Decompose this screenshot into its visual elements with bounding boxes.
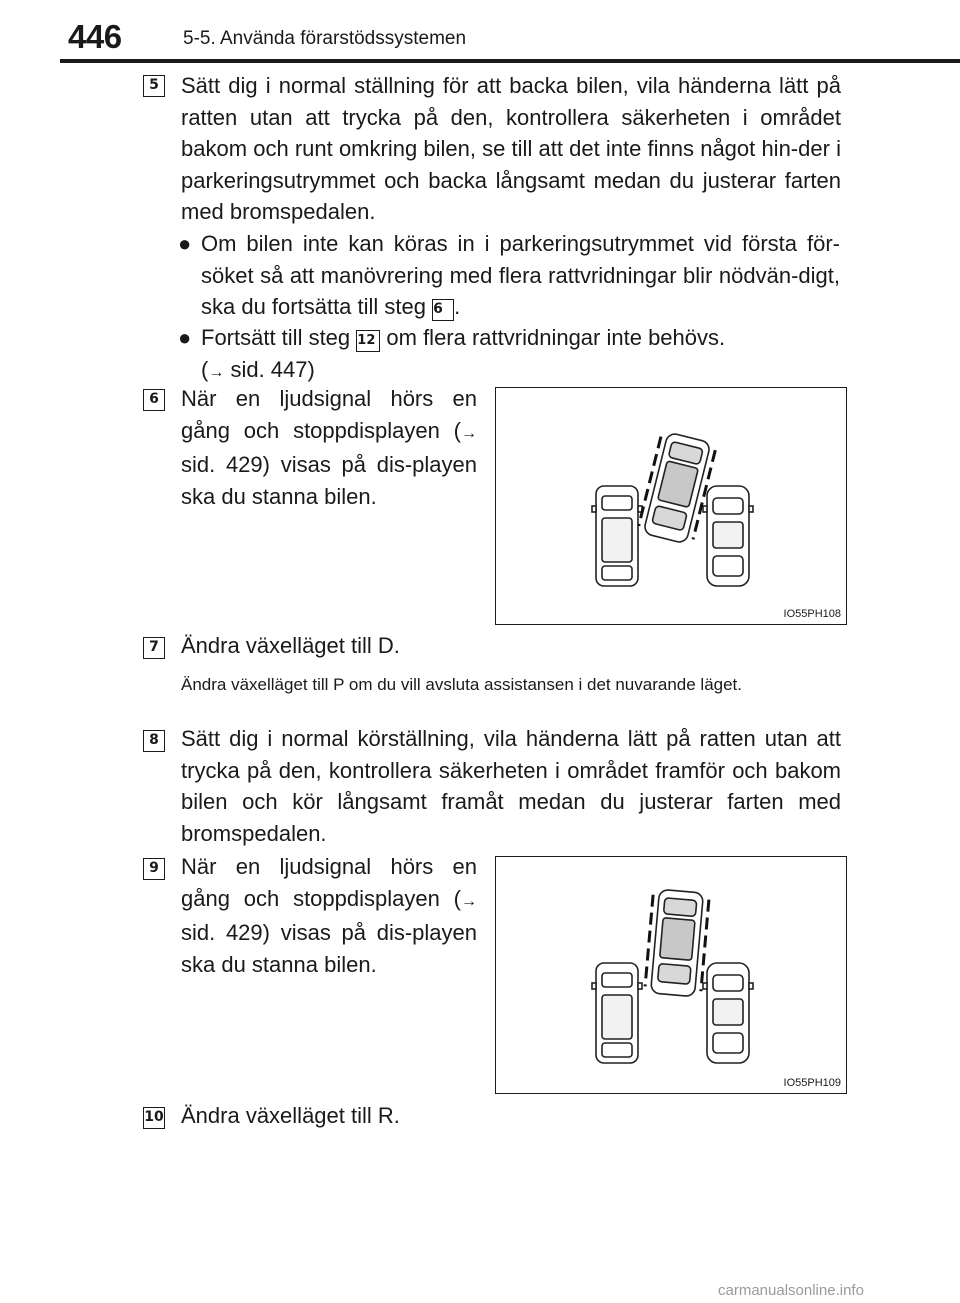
step-6-ref: sid. 429) <box>181 452 270 478</box>
bullet-icon: ● <box>178 325 192 350</box>
bullet-2-end: om flera rattvridningar inte behövs. <box>380 325 726 350</box>
parking-figure-1 <box>495 387 847 625</box>
step-ref-12: 12 <box>356 330 380 352</box>
watermark: carmanualsonline.info <box>718 1282 864 1299</box>
step-9-text-a: När en ljudsignal hörs en gång och stoppdisplayen ( <box>181 854 477 911</box>
step-9-ref: sid. 429) <box>181 920 270 946</box>
page-header <box>0 0 960 60</box>
step-5-number: 5 <box>143 75 165 97</box>
parked-car-right-icon <box>703 963 753 1063</box>
parked-car-left-icon <box>592 963 642 1063</box>
step-5-bullet-1 <box>201 228 840 323</box>
section-title: 5-5. Använda förarstödssystemen <box>183 28 467 49</box>
arrow-icon: (→ <box>201 356 225 382</box>
step-8-text: Sätt dig i normal körställning, vila händerna lätt på ratten utan att trycka på den, kontrollera säkerheten i området framför och bakom bilen och kör långsamt framåt medan du justerar farten med bromspedalen. <box>181 726 841 846</box>
step-7-text: Ändra växelläget till D. <box>181 633 400 658</box>
own-car-icon <box>637 431 716 545</box>
step-10-text: Ändra växelläget till R. <box>181 1103 400 1128</box>
parking-illustration-2 <box>496 857 846 1093</box>
bullet-2-ref: sid. 447) <box>230 356 315 382</box>
step-6-number: 6 <box>143 389 165 411</box>
header-rule <box>60 59 960 63</box>
arrow-icon: → <box>461 892 477 910</box>
step-5-text: Sätt dig i normal ställning för att backa bilen, vila händerna lätt på ratten utan att trycka på den, kontrollera säkerheten i området bakom och runt omkring bilen, se till att det inte finns något hin-der i parkeringsutrymmet och backa långsamt medan du justerar farten med bromspedalen. <box>181 73 841 225</box>
bullet-1-text: Om bilen inte kan köras in i parkeringsutrymmet vid första för-söket så att manövrering med flera rattvridningar blir nödvän-digt, ska du fortsätta till steg <box>201 231 840 320</box>
step-10-number: 10 <box>143 1107 165 1129</box>
figure-code: IO55PH108 <box>783 608 841 620</box>
parking-illustration-1 <box>496 388 846 624</box>
arrow-icon: → <box>461 424 477 442</box>
step-6-text <box>181 383 477 512</box>
parked-car-right-icon <box>703 486 753 586</box>
step-8-number: 8 <box>143 730 165 752</box>
step-7-note: Ändra växelläget till P om du vill avsluta assistansen i det nuvarande läget. <box>181 675 743 694</box>
bullet-2-text: Fortsätt till steg <box>201 325 357 350</box>
step-7-number: 7 <box>143 637 165 659</box>
page-number: 446 <box>68 18 122 55</box>
step-6-text-b: visas på dis-playen ska du stanna bilen. <box>181 452 477 509</box>
own-car-icon <box>645 889 710 997</box>
figure-code: IO55PH109 <box>783 1077 841 1089</box>
step-9-text-b: visas på dis-playen ska du stanna bilen. <box>181 920 477 977</box>
step-5-bullet-2 <box>201 322 840 388</box>
bullet-icon: ● <box>178 231 192 256</box>
step-9-text <box>181 851 477 980</box>
bullet-1-end: . <box>454 294 461 320</box>
parked-car-left-icon <box>592 486 642 586</box>
step-6-text-a: När en ljudsignal hörs en gång och stoppdisplayen ( <box>181 386 477 443</box>
parking-figure-2 <box>495 856 847 1094</box>
step-9-number: 9 <box>143 858 165 880</box>
step-ref-6: 6 <box>432 299 454 321</box>
